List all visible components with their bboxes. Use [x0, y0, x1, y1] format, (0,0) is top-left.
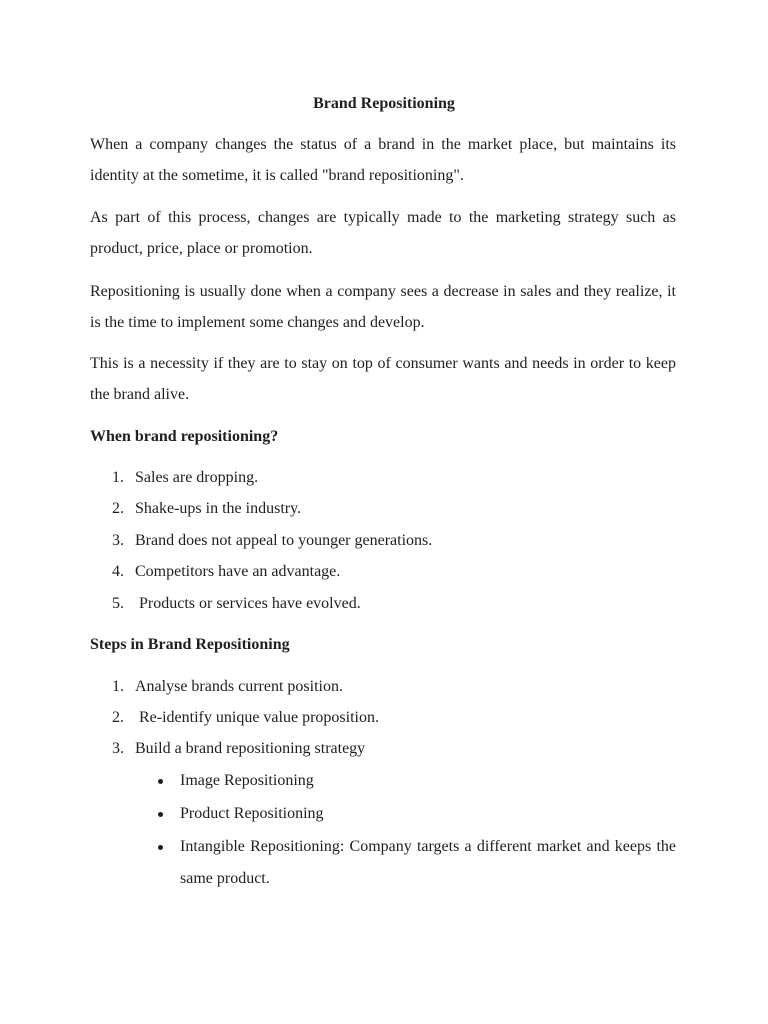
- list-number: 1.: [112, 469, 124, 486]
- list-text: Competitors have an advantage.: [135, 563, 341, 580]
- list-text: Re-identify unique value proposition.: [139, 709, 379, 726]
- list-text: Shake-ups in the industry.: [135, 500, 302, 517]
- paragraph-necessity: This is a necessity if they are to stay on top of consumer wants and needs in order to keep the brand alive.: [90, 355, 676, 403]
- steps-section-heading: Steps in Brand Repositioning: [90, 636, 290, 653]
- list-text: Products or services have evolved.: [139, 595, 361, 612]
- list-number: 4.: [112, 563, 124, 580]
- list-number: 5.: [112, 595, 124, 612]
- list-text: Sales are dropping.: [135, 469, 259, 486]
- bullet-dot-icon: [158, 845, 163, 850]
- paragraph-when-done: Repositioning is usually done when a company sees a decrease in sales and they realize, it is the time to implement some changes and develop.: [90, 283, 676, 331]
- paragraph-process: As part of this process, changes are typically made to the marketing strategy such as product, price, place or promotion.: [90, 209, 676, 257]
- when-section-heading: When brand repositioning?: [90, 428, 279, 445]
- list-number: 1.: [112, 678, 124, 695]
- bullet-dot-icon: [158, 812, 163, 817]
- list-text: Brand does not appeal to younger generations.: [135, 532, 433, 549]
- list-number: 2.: [112, 709, 124, 726]
- list-number: 3.: [112, 532, 124, 549]
- bullet-dot-icon: [158, 779, 163, 784]
- list-number: 2.: [112, 500, 124, 517]
- list-text: Analyse brands current position.: [135, 678, 343, 695]
- list-number: 3.: [112, 740, 124, 757]
- document-title: Brand Repositioning: [313, 95, 455, 112]
- bullet-text: Image Repositioning: [180, 772, 314, 789]
- list-text: Build a brand repositioning strategy: [135, 740, 366, 757]
- bullet-text: Intangible Repositioning: Company targets a different market and keeps the same product.: [180, 838, 676, 887]
- paragraph-definition: When a company changes the status of a brand in the market place, but maintains its identity at the sometime, it is called "brand repositioning".: [90, 136, 676, 184]
- bullet-text: Product Repositioning: [180, 805, 324, 822]
